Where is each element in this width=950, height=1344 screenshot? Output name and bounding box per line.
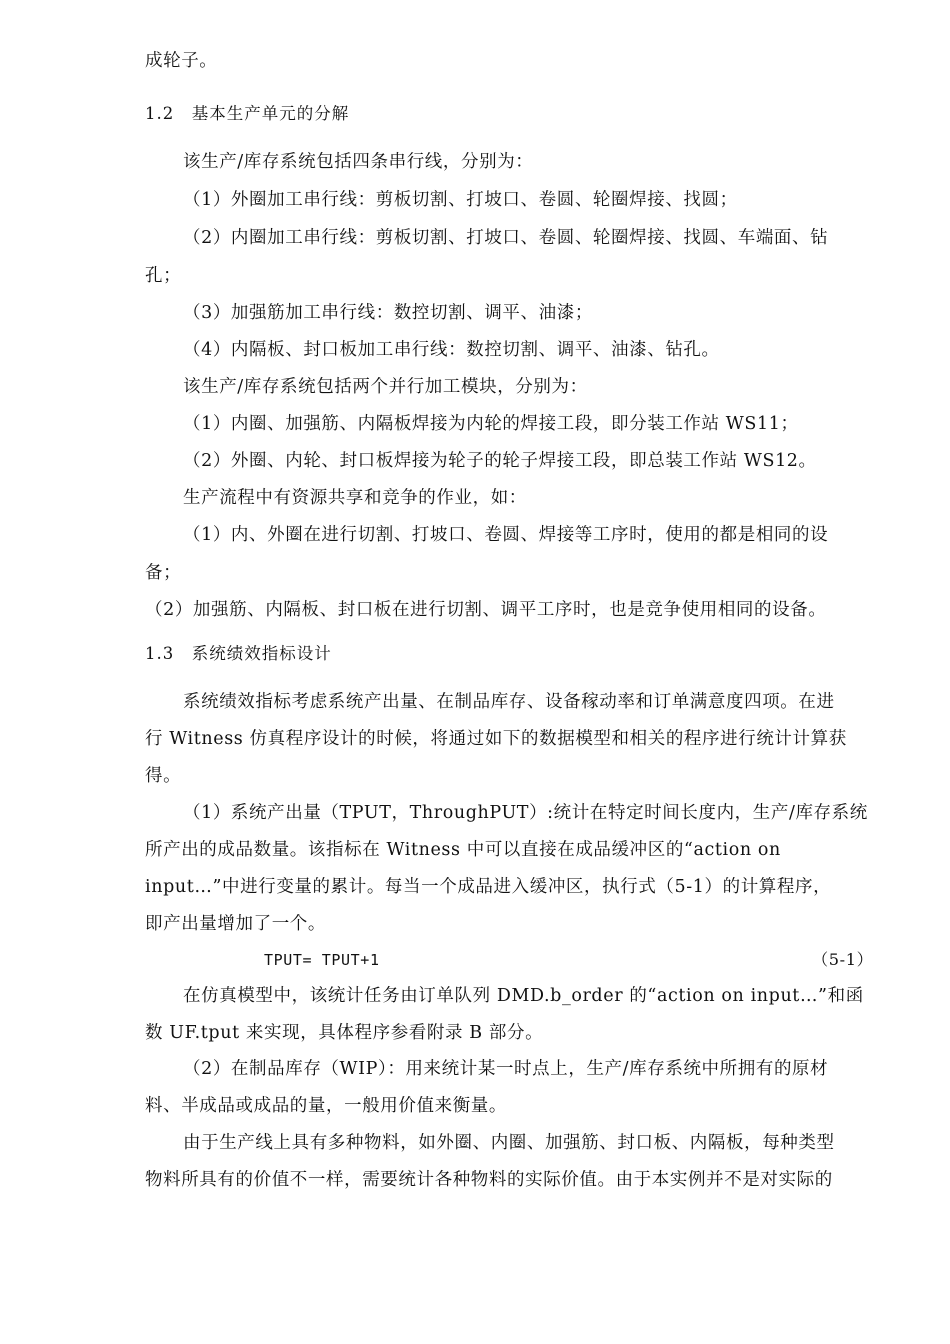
formula-number: （5-1） xyxy=(812,950,874,969)
paragraph-line: 得。 xyxy=(145,766,182,786)
list-item: （4）内隔板、封口板加工串行线：数控切割、调平、油漆、钻孔。 xyxy=(183,340,720,360)
paragraph-line: input…”中进行变量的累计。每当一个成品进入缓冲区，执行式（5-1）的计算程序， xyxy=(145,877,832,897)
list-item-continuation: 备； xyxy=(145,563,182,583)
paragraph-line: 由于生产线上具有多种物料，如外圈、内圈、加强筋、封口板、内隔板，每种类型 xyxy=(183,1133,835,1153)
section-heading: 1.2 基本生产单元的分解 xyxy=(145,104,350,123)
list-item-continuation: 孔； xyxy=(145,266,182,286)
list-item: （2）内圈加工串行线：剪板切割、打坡口、卷圆、轮圈焊接、找圆、车端面、钻 xyxy=(183,228,829,248)
paragraph-line: 系统绩效指标考虑系统产出量、在制品库存、设备稼动率和订单满意度四项。在进 xyxy=(183,692,835,712)
list-item: （2）加强筋、内隔板、封口板在进行切割、调平工序时，也是竞争使用相同的设备。 xyxy=(145,600,827,620)
list-item: （1）内圈、加强筋、内隔板焊接为内轮的焊接工段，即分装工作站 WS11； xyxy=(183,414,799,434)
paragraph-line: 在仿真模型中，该统计任务由订单队列 DMD.b_order 的“action on input…”和函 xyxy=(183,986,864,1006)
list-item: （1）内、外圈在进行切割、打坡口、卷圆、焊接等工序时，使用的都是相同的设 xyxy=(183,525,829,545)
paragraph-line: 该生产/库存系统包括四条串行线，分别为： xyxy=(183,152,534,172)
paragraph-line: 行 Witness 仿真程序设计的时候，将通过如下的数据模型和相关的程序进行统计计算获 xyxy=(145,729,847,749)
list-item: （1）外圈加工串行线：剪板切割、打坡口、卷圆、轮圈焊接、找圆； xyxy=(183,190,738,210)
paragraph-line: 数 UF.tput 来实现，具体程序参看附录 B 部分。 xyxy=(145,1023,544,1043)
list-item-continuation: 料、半成品或成品的量，一般用价值来衡量。 xyxy=(145,1096,507,1116)
paragraph-line: 即产出量增加了一个。 xyxy=(145,914,326,934)
section-heading: 1.3 系统绩效指标设计 xyxy=(145,644,332,663)
paragraph-line: 生产流程中有资源共享和竞争的作业，如： xyxy=(183,488,527,508)
list-item: （2）外圈、内轮、封口板焊接为轮子的轮子焊接工段，即总装工作站 WS12。 xyxy=(183,451,817,471)
list-item: （3）加强筋加工串行线：数控切割、调平、油漆； xyxy=(183,303,593,323)
paragraph-line: 物料所具有的价值不一样，需要统计各种物料的实际价值。由于本实例并不是对实际的 xyxy=(145,1170,833,1190)
paragraph-line: 所产出的成品数量。该指标在 Witness 中可以直接在成品缓冲区的“action on xyxy=(145,840,781,860)
paragraph-line: 该生产/库存系统包括两个并行加工模块，分别为： xyxy=(183,377,588,397)
formula: TPUT= TPUT+1 xyxy=(264,951,380,969)
list-item: （2）在制品库存（WIP）：用来统计某一时点上，生产/库存系统中所拥有的原材 xyxy=(183,1059,829,1079)
paragraph-line: （1）系统产出量（TPUT，ThroughPUT）:统计在特定时间长度内，生产/库存系统 xyxy=(183,803,868,823)
paragraph-line: 成轮子。 xyxy=(145,51,218,71)
